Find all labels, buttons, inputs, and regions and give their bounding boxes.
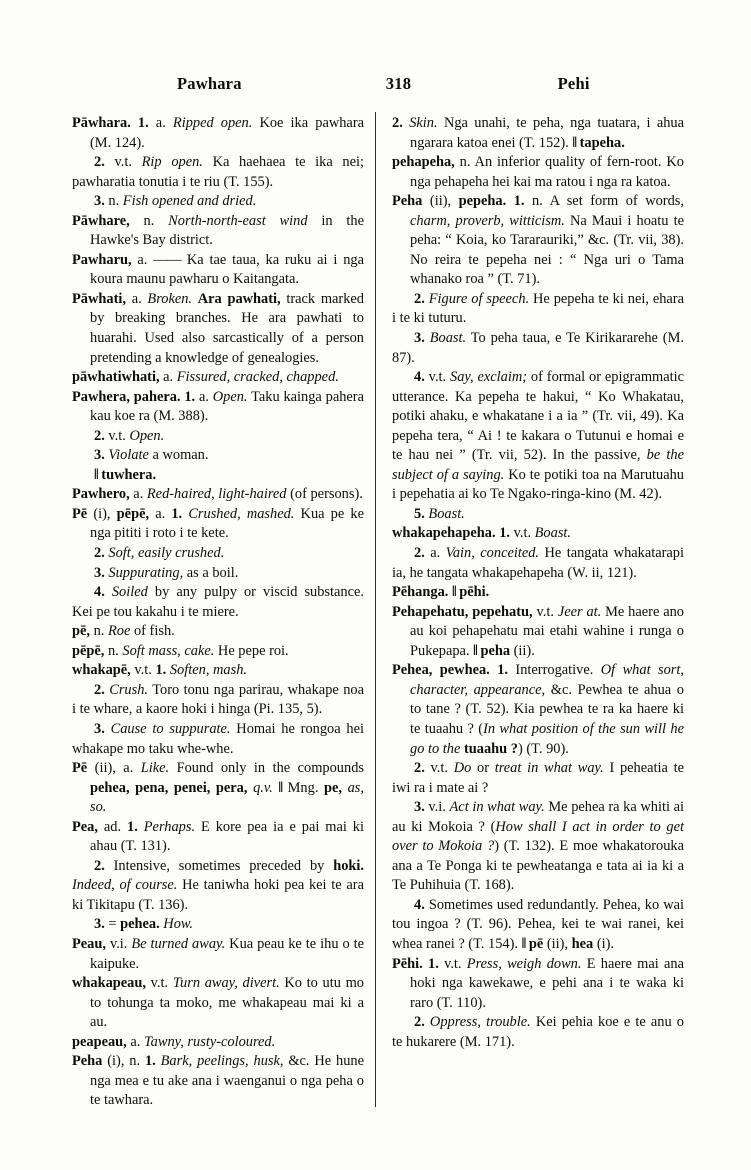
dictionary-entry [392, 603, 684, 662]
entry-headword-block: Pāwhare, n. North-north-east wind in the Hawke's Bay district. [72, 212, 364, 249]
dictionary-entry [392, 524, 684, 583]
running-head-left-word: Pawhara [177, 74, 242, 93]
dictionary-entry [392, 114, 684, 153]
entry-headword-block: Pehea, pewhea. 1. Interrogative. Of what sort, character, appearance, &c. Pewhea te ahua o to tane ? (T. 52). Kia pewhea te ra ka haere ki te tuaahu ? (In what position of the sun will he go to the tuaahu ?) (T. 90). [392, 662, 684, 757]
entry-headword-block: Pēhanga. ‖ pēhi. [392, 584, 490, 601]
dictionary-entry [392, 661, 684, 954]
entry-sense-block: 3. n. Fish opened and dried. [94, 193, 257, 210]
entry-headword-block: pēpē, n. Soft mass, cake. He pepe roi. [72, 642, 289, 659]
entry-sense-block: 3. Violate a woman. [94, 447, 209, 464]
entry-headword-block: 2. Skin. Nga unahi, te peha, nga tuatara, i ahua ngarara katoa enei (T. 152). ‖ tapeha. [392, 115, 684, 151]
dictionary-entry [392, 583, 684, 603]
dictionary-entry [72, 1052, 364, 1111]
entry-headword-block: peapeau, a. Tawny, rusty-coloured. [72, 1033, 276, 1050]
entry-headword-block: pehapeha, n. An inferior quality of fern-root. Ko nga pehapeha hei kai ma ratou i nga ra katoa. [392, 154, 684, 190]
entry-sense-block: 2. Oppress, trouble. Kei pehia koe e te anu o te hukarere (M. 171). [392, 1014, 685, 1050]
entry-sense-block: 3. v.i. Act in what way. Me pehea ra ka whiti ai au ki Mokoia ? (How shall I act in order to get over to Mokoia ?) (T. 132). E moe whakatorouka ana a Te Ponga ki te pewheatanga e tata ai ia ki a Te Puhihuia (T. 168). [392, 799, 684, 894]
dictionary-entry [72, 642, 364, 662]
dictionary-entry [72, 290, 364, 368]
dictionary-entry [72, 935, 364, 974]
dictionary-entry [72, 251, 364, 290]
entry-sense-block: 2. v.t. Rip open. Ka haehaea te ika nei; pawharatia tonutia i te riu (T. 155). [72, 154, 364, 190]
dictionary-entry [72, 661, 364, 759]
dictionary-entry [72, 485, 364, 505]
dictionary-entry [72, 974, 364, 1033]
entry-sense-block: 2. v.t. Open. [94, 427, 165, 444]
dictionary-entry [72, 114, 364, 212]
entry-headword-block: pāwhatiwhati, a. Fissured, cracked, chapped. [72, 369, 339, 386]
entry-sense-block: 4. Sometimes used redundantly. Pehea, ko wai tou ingoa ? (T. 96). Pehea, kei te wai ranei, kei whea ranei ? (T. 154). ‖ pē (ii), hea (i). [392, 896, 684, 952]
dictionary-entry [392, 153, 684, 192]
entry-headword-block: Pē (i), pēpē, a. 1. Crushed, mashed. Kua pe ke nga pititi i roto i te kete. [72, 505, 364, 542]
entry-headword-block: Pāwhati, a. Broken. Ara pawhati, track marked by breaking branches. He ara pawhati to huarahi. Used also sarcastically of a person pretending a knowledge of genealogies. [72, 290, 364, 366]
page-number: 318 [385, 74, 412, 93]
entry-headword-block: Pawharu, a. —— Ka tae taua, ka ruku ai i nga koura maunu pawharu o Kaitangata. [72, 251, 364, 288]
column-right [392, 114, 684, 1052]
dictionary-entry [392, 192, 684, 524]
running-head-right-word: Pehi [557, 74, 590, 93]
entry-sense-block: ‖ tuwhera. [94, 466, 157, 483]
entry-headword-block: pē, n. Roe of fish. [72, 623, 175, 640]
entry-headword-block: Peha (ii), pepeha. 1. n. A set form of words, charm, proverb, witticism. Na Maui i hoatu te peha: “ Koia, ko Tararauriki,” &c. (Tr. vii, 38). No reira te pepeha nei : “ Nga uri o Tama whanako roa ” (T. 71). [392, 193, 684, 288]
dictionary-entry [72, 759, 364, 818]
dictionary-entry [72, 388, 364, 486]
entry-headword-block: Pea, ad. 1. Perhaps. E kore pea ia e pai mai ki ahau (T. 131). [72, 818, 364, 855]
entry-headword-block: whakapehapeha. 1. v.t. Boast. [392, 525, 572, 542]
column-divider-rule [375, 112, 376, 1107]
entry-sense-block: 3. Suppurating, as a boil. [94, 564, 239, 581]
entry-headword-block: Pēhi. 1. v.t. Press, weigh down. E haere mai ana hoki nga kawekawe, e pehi ana i te waka ki raro (T. 110). [392, 955, 684, 1011]
dictionary-entry [72, 1033, 364, 1053]
entry-sense-block: 4. Soiled by any pulpy or viscid substance. Kei pe tou kakahu i te miere. [72, 584, 364, 620]
dictionary-entry [72, 212, 364, 251]
entry-sense-block: 2. v.t. Do or treat in what way. I peheatia te iwi ra i mate ai ? [392, 760, 684, 796]
entry-headword-block: whakapē, v.t. 1. Soften, mash. [72, 662, 247, 679]
entry-headword-block: Pehapehatu, pepehatu, v.t. Jeer at. Me haere ano au koi pehapehatu mai etahi wahine i runga o Pukepapa. ‖ peha (ii). [392, 603, 684, 659]
entry-sense-block: 3. Boast. To peha taua, e Te Kirikararehe (M. 87). [392, 330, 684, 366]
dictionary-entry [72, 818, 364, 935]
entry-sense-block: 2. Figure of speech. He pepeha te ki nei, ehara i te ki tuturu. [392, 290, 684, 327]
entry-headword-block: Pawhera, pahera. 1. a. Open. Taku kainga pahera kau koe ra (M. 388). [72, 388, 364, 425]
entry-headword-block: Pē (ii), a. Like. Found only in the compounds pehea, pena, penei, pera, q.v. ‖ Mng. pe, as, so. [72, 760, 364, 816]
entry-sense-block: 4. v.t. Say, exclaim; of formal or epigrammatic utterance. Ka pepeha te hakui, “ Ko Whakatau, potiki ahaku, e whakatane i a ia ” (Tr. vii, 49). Ka pepeha tera, “ Ai ! te kakara o Tutunui e homai e te hau nei ” (Tr. vii, 52). In the passive, be the subject of a saying. Ko te potiki toa na Marutuahu i pepehatia ai ko Te Ngako-ringa-kino (M. 42). [392, 369, 685, 503]
entry-headword-block: Peau, v.i. Be turned away. Kua peau ke te ihu o te kaipuke. [72, 935, 365, 972]
dictionary-entry [72, 622, 364, 642]
entry-sense-block: 5. Boast. [414, 505, 465, 522]
entry-headword-block: Pāwhara. 1. a. Ripped open. Koe ika pawhara (M. 124). [72, 115, 364, 151]
dictionary-entry [72, 368, 364, 388]
entry-sense-block: 2. Intensive, sometimes preceded by hoki. Indeed, of course. He taniwha hoki pea kei te ara ki Tikitapu (T. 136). [72, 857, 364, 913]
dictionary-entry [392, 955, 684, 1053]
entry-headword-block: whakapeau, v.t. Turn away, divert. Ko to utu mo to tohunga ta moko, me whakapeau mai ki a au. [72, 975, 364, 1031]
entry-headword-block: Pawhero, a. Red-haired, light-haired (of persons). [72, 486, 363, 503]
entry-sense-block: 3. Cause to suppurate. Homai he rongoa hei whakape mo taku whe-whe. [72, 720, 364, 757]
entry-sense-block: 2. Crush. Toro tonu nga parirau, whakape noa i te whare, a kaore hoki i hinga (Pi. 135, 5). [72, 681, 364, 718]
dictionary-entry [72, 505, 364, 622]
entry-sense-block: 2. a. Vain, conceited. He tangata whakatarapi ia, he tangata whakapehapeha (W. ii, 121). [392, 545, 684, 581]
entry-sense-block: 3. = pehea. How. [94, 916, 194, 933]
entry-headword-block: Peha (i), n. 1. Bark, peelings, husk, &c. He hune nga mea e tu ake ana i waenganui o nga peha o te tawhara. [72, 1053, 364, 1109]
running-head [95, 74, 655, 94]
entry-sense-block: 2. Soft, easily crushed. [94, 545, 225, 562]
column-left [72, 114, 364, 1111]
